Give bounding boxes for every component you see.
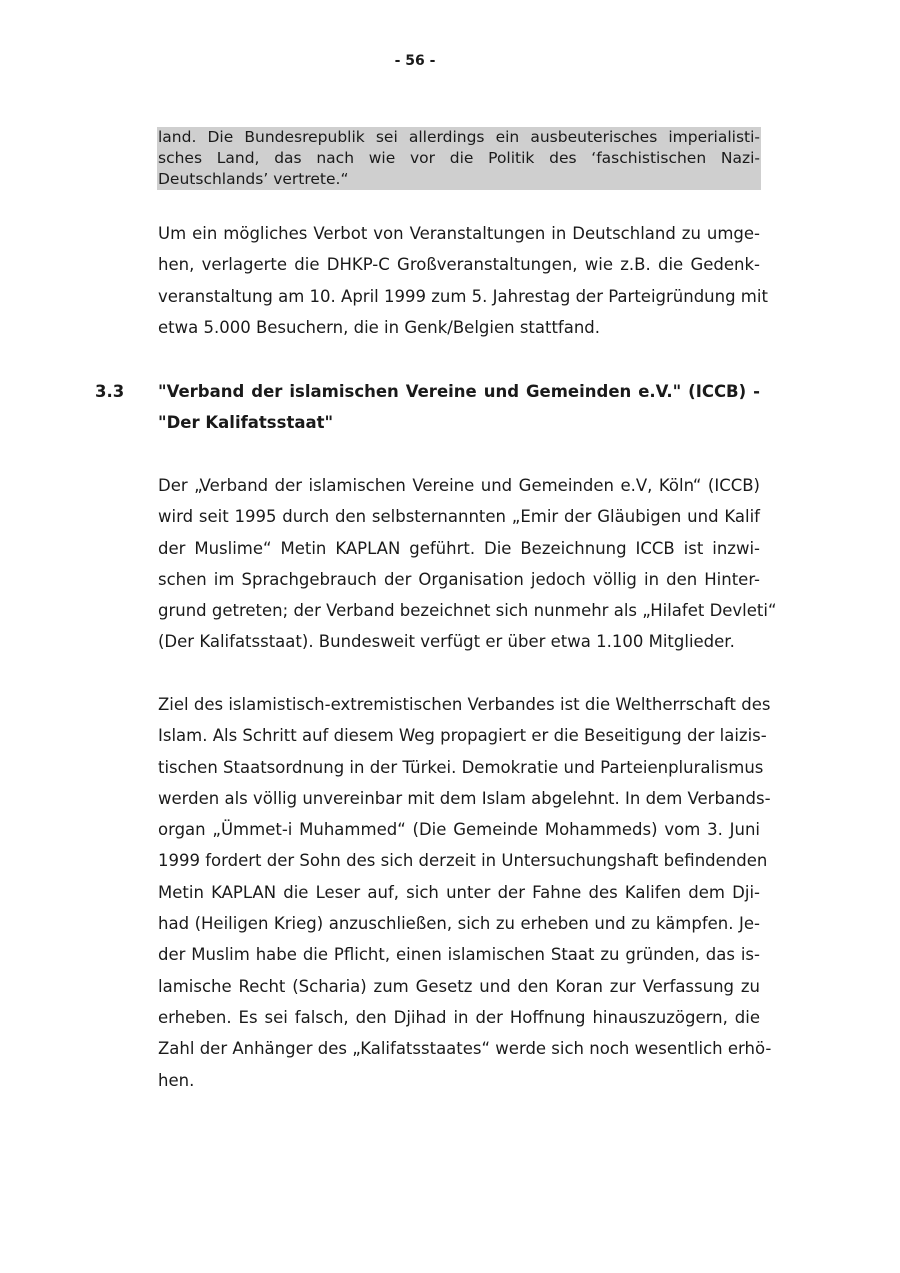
section-number: 3.3 xyxy=(95,382,125,401)
paragraph-iccb-intro xyxy=(158,470,777,658)
paragraph-iccb-goals xyxy=(158,689,772,1096)
paragraph-line: schen im Sprachgebrauch der Organisation jedoch völlig in den Hinter- xyxy=(158,569,760,589)
section-heading xyxy=(158,376,760,439)
paragraph-line: Ziel des islamistisch-extremistischen Verbandes ist die Weltherrschaft des xyxy=(158,695,771,714)
quote-line: Deutschlands’ vertrete.“ xyxy=(158,170,349,188)
paragraph-line: veranstaltung am 10. April 1999 zum 5. Jahrestag der Parteigründung mit xyxy=(158,286,768,306)
paragraph-line: tischen Staatsordnung in der Türkei. Demokratie und Parteienpluralismus xyxy=(158,757,764,777)
paragraph-line: hen. xyxy=(158,1070,195,1090)
paragraph-line: werden als völlig unvereinbar mit dem Islam abgelehnt. In dem Verbands- xyxy=(158,788,771,808)
section-heading-line: "Verband der islamischen Vereine und Gemeinden e.V." (ICCB) - xyxy=(158,382,760,401)
paragraph-line: der Muslim habe die Pflicht, einen islamischen Staat zu gründen, das is- xyxy=(158,945,760,965)
paragraph-line: Zahl der Anhänger des „Kalifatsstaates“ werde sich noch wesentlich erhö- xyxy=(158,1039,772,1059)
page-number: - 56 - xyxy=(394,53,436,69)
paragraph-line: wird seit 1995 durch den selbsternannten „Emir der Gläubigen und Kalif xyxy=(158,507,760,527)
paragraph-line: der Muslime“ Metin KAPLAN geführt. Die Bezeichnung ICCB ist inzwi- xyxy=(158,538,760,558)
section-heading-line: "Der Kalifatsstaat" xyxy=(158,413,334,433)
quote-line: land. Die Bundesrepublik sei allerdings ein ausbeuterisches imperialisti- xyxy=(158,128,760,146)
paragraph-line: organ „Ümmet-i Muhammed“ (Die Gemeinde Mohammeds) vom 3. Juni xyxy=(158,820,760,840)
paragraph-line: hen, verlagerte die DHKP-C Großveranstaltungen, wie z.B. die Gedenk- xyxy=(158,255,760,275)
quote-line: sches Land, das nach wie vor die Politik des ‘faschistischen Nazi- xyxy=(158,149,760,167)
paragraph-line: etwa 5.000 Besuchern, die in Genk/Belgien stattfand. xyxy=(158,317,601,337)
paragraph-line: lamische Recht (Scharia) zum Gesetz und den Koran zur Verfassung zu xyxy=(158,976,760,996)
paragraph-line: Islam. Als Schritt auf diesem Weg propagiert er die Beseitigung der laizis- xyxy=(158,726,767,746)
paragraph-line: Metin KAPLAN die Leser auf, sich unter der Fahne des Kalifen dem Dji- xyxy=(158,882,760,902)
paragraph-line: grund getreten; der Verband bezeichnet sich nunmehr als „Hilafet Devleti“ xyxy=(158,601,777,621)
paragraph-line: (Der Kalifatsstaat). Bundesweit verfügt er über etwa 1.100 Mitglieder. xyxy=(158,632,735,652)
paragraph-line: Der „Verband der islamischen Vereine und Gemeinden e.V, Köln“ (ICCB) xyxy=(158,476,760,495)
paragraph-line: 1999 fordert der Sohn des sich derzeit in Untersuchungshaft befindenden xyxy=(158,851,768,871)
highlighted-quote xyxy=(157,127,761,190)
paragraph-line: erheben. Es sei falsch, den Djihad in der Hoffnung hinauszuzögern, die xyxy=(158,1007,760,1027)
paragraph-line: had (Heiligen Krieg) anzuschließen, sich zu erheben und zu kämpfen. Je- xyxy=(158,914,760,934)
paragraph-line: Um ein mögliches Verbot von Veranstaltungen in Deutschland zu umge- xyxy=(158,224,760,243)
paragraph-dhkpc xyxy=(158,218,768,343)
